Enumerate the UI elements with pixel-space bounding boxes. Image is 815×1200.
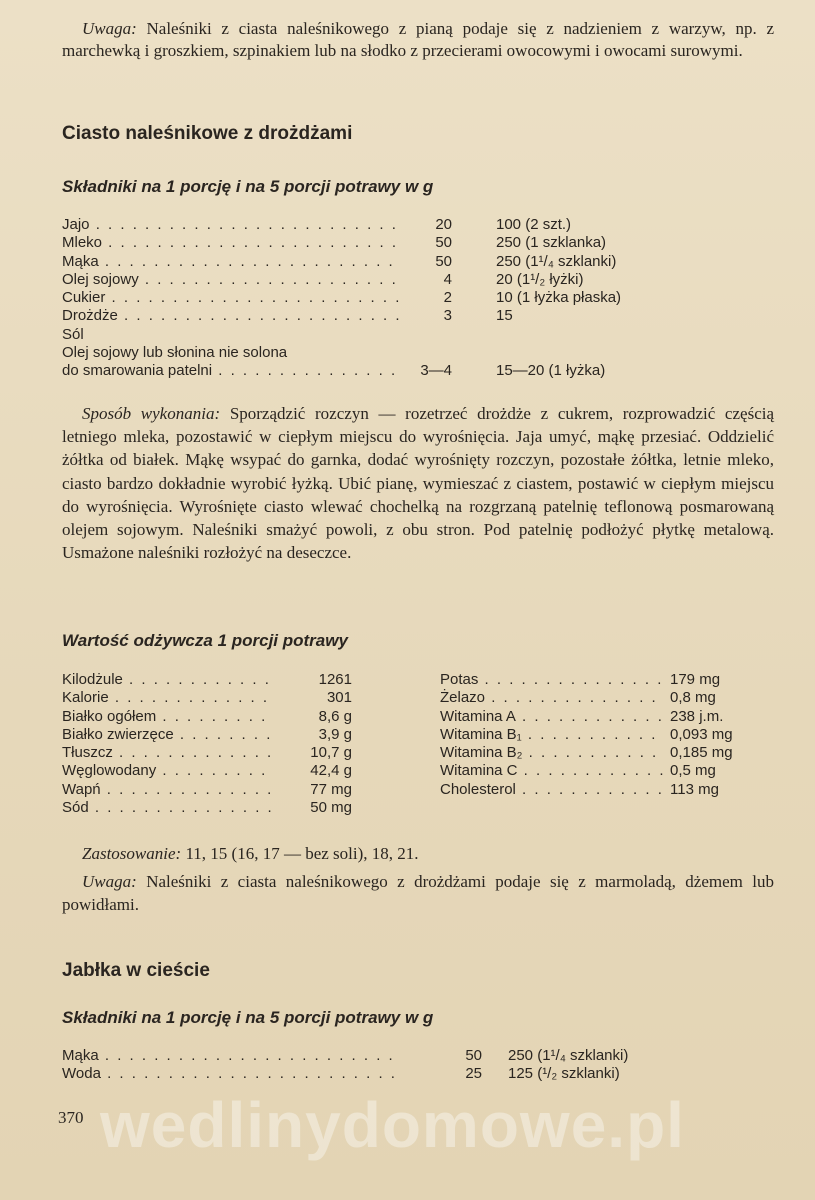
ingredient-row: do smarowania patelni . . . 3—4 15—20 (1 łyżka) [62, 362, 682, 380]
ingredient-row: Cukier . . . 2 10 (1 łyżka płaska) [62, 289, 682, 307]
ingredient-row: Olej sojowy . . . 4 20 (1¹/₂ łyżki) [62, 271, 682, 289]
ingredient-row: Mąka . . . 50 250 (1¹/₄ szklanki) [62, 1047, 682, 1065]
recipe1-method [62, 402, 774, 564]
method-label: Sposób wykonania: [82, 404, 221, 423]
recipe1-ingredients-header: Składniki na 1 porcję i na 5 porcji potrawy w g [62, 177, 434, 196]
page-number: 370 [58, 1108, 84, 1127]
ingredient-row: Drożdże . . . 3 15 [62, 307, 682, 325]
ingredient-row: Olej sojowy lub słonina nie solona [62, 344, 288, 362]
recipe1-nutrition-header: Wartość odżywcza 1 porcji potrawy [62, 631, 348, 650]
top-note [62, 18, 774, 62]
recipe2-title: Jabłka w cieście [62, 960, 210, 981]
usage-text: 11, 15 (16, 17 — bez soli), 18, 21. [185, 844, 419, 863]
recipe1-usage [62, 843, 774, 865]
watermark: wedlinydomowe.pl [100, 1089, 685, 1161]
recipe1-title: Ciasto naleśnikowe z drożdżami [62, 123, 353, 144]
recipe2-ingredients-header: Składniki na 1 porcję i na 5 porcji potrawy w g [62, 1008, 434, 1027]
ingredient-row: Mleko . . . 50 250 (1 szklanka) [62, 234, 682, 252]
usage-label: Zastosowanie: [82, 844, 182, 863]
ingredient-row: Sól [62, 325, 84, 343]
book-page: Uwaga: Naleśniki z ciasta naleśnikowego z pianą podaje się z nadzieniem z warzyw, np. z marchewką i groszkiem, szpinakiem lub na słodko z przecierami owocowymi i owocami surowymi. Ciasto naleśnikowe z drożdżami Składniki na 1 porcję i na 5 porcji potrawy w g Jajo . . . 20 100 (2 szt.) Mleko . . . 50 250 (1 szklanka) Mąka . . . 50 250 (1¹/₄ szklanki) Olej sojowy . . . 4 20 (1¹/₂ łyżki) Cukier . . . 2 10 (1 łyżka płaska) Drożdże . . . 3 15 Sól Olej sojowy lub słonina nie solona do smarowania patelni . . . 3—4 15—20 (1 łyżka) Sposób wykonania: Sporządzić rozczyn — rozetrzeć drożdże z cukrem, rozprowadzić częścią letniego mleka, pozostawić w ciepłym miejscu do wyrośnięcia. Jaja umyć, mąkę przesiać. Oddzielić żółtka od białek. Mąkę wsypać do garnka, dodać wyrośnięty rozczyn, pozostałe żółtka, letnie mleko, ciasto bardzo dokładnie wyrobić łyżką. Ubić pianę, wymieszać z ciastem, postawić w ciepłym miejscu do wyrośnięcia. Wyrośnięte ciasto wlewać chochelką na rozgrzaną patelnię teflonową posmarowaną olejem sojowym. Naleśniki smażyć powoli, z obu stron. Pod patelnię podłożyć płytkę metalową. Usmażone naleśniki rozłożyć na deseczce. Wartość odżywcza 1 porcji potrawy Kilodżule . . . 1261 Kalorie . . . 301 Białko ogółem . . . 8,6 g Białko zwierzęce . . . 3,9 g Tłuszcz . . . 10,7 g Węglowodany . . . 42,4 g Wapń . . . 77 mg Sód . . . 50 mg Potas . . . 179 mg Żelazo . . . 0,8 mg Witamina A . . . 238 j.m. Witamina B₁ . . . 0,093 mg Witamina B₂ . . . 0,185 mg Witamina C . . . 0,5 mg Cholesterol . . . 113 mg Zastosowanie: 11, 15 (16, 17 — bez soli), 18, 21. Uwaga: Naleśniki z ciasta naleśnikowego z drożdżami podaje się z marmoladą, dżemem lub powidłami. Jabłka w cieście Składniki na 1 porcję i na 5 porcji potrawy w g Mąka . . . 50 250 (1¹/₄ szklanki) Woda . . . 25 125 (¹/₂ szklanki) wedlinydomowe.pl 370 [0, 0, 815, 1200]
ingredient-row: Mąka . . . 50 250 (1¹/₄ szklanki) [62, 253, 682, 271]
recipe2-ingredients-table [62, 1047, 682, 1084]
top-note-label: Uwaga: [82, 19, 137, 38]
ingredient-row: Woda . . . 25 125 (¹/₂ szklanki) [62, 1065, 682, 1083]
method-text: Sporządzić rozczyn — rozetrzeć drożdże z cukrem, rozprowadzić częścią letniego mleka, pozostawić w ciepłym miejscu do wyrośnięcia. Jaja umyć, mąkę przesiać. Oddzielić żółtka od białek. Mąkę wsypać do garnka, dodać wyrośnięty rozczyn, pozostałe żółtka, letnie mleko, ciasto bardzo dokładnie wyrobić łyżką. Ubić pianę, wymieszać z ciastem, postawić w ciepłym miejscu do wyrośnięcia. Wyrośnięte ciasto wlewać chochelką na rozgrzaną patelnię teflonową posmarowaną olejem sojowym. Naleśniki smażyć powoli, z obu stron. Pod patelnię podłożyć płytkę metalową. Usmażone naleśniki rozłożyć na deseczce. [62, 404, 775, 563]
note-text: Naleśniki z ciasta naleśnikowego z drożdżami podaje się z marmoladą, dżemem lub powidłami. [62, 872, 774, 914]
ingredient-row: Jajo . . . 20 100 (2 szt.) [62, 216, 682, 234]
recipe1-note [62, 870, 774, 916]
recipe1-ingredients-table [62, 216, 682, 381]
top-note-text: Naleśniki z ciasta naleśnikowego z pianą podaje się z nadzieniem z warzyw, np. z marchewką i groszkiem, szpinakiem lub na słodko z przecierami owocowymi i owocami surowymi. [62, 19, 775, 60]
note-label: Uwaga: [82, 872, 137, 891]
